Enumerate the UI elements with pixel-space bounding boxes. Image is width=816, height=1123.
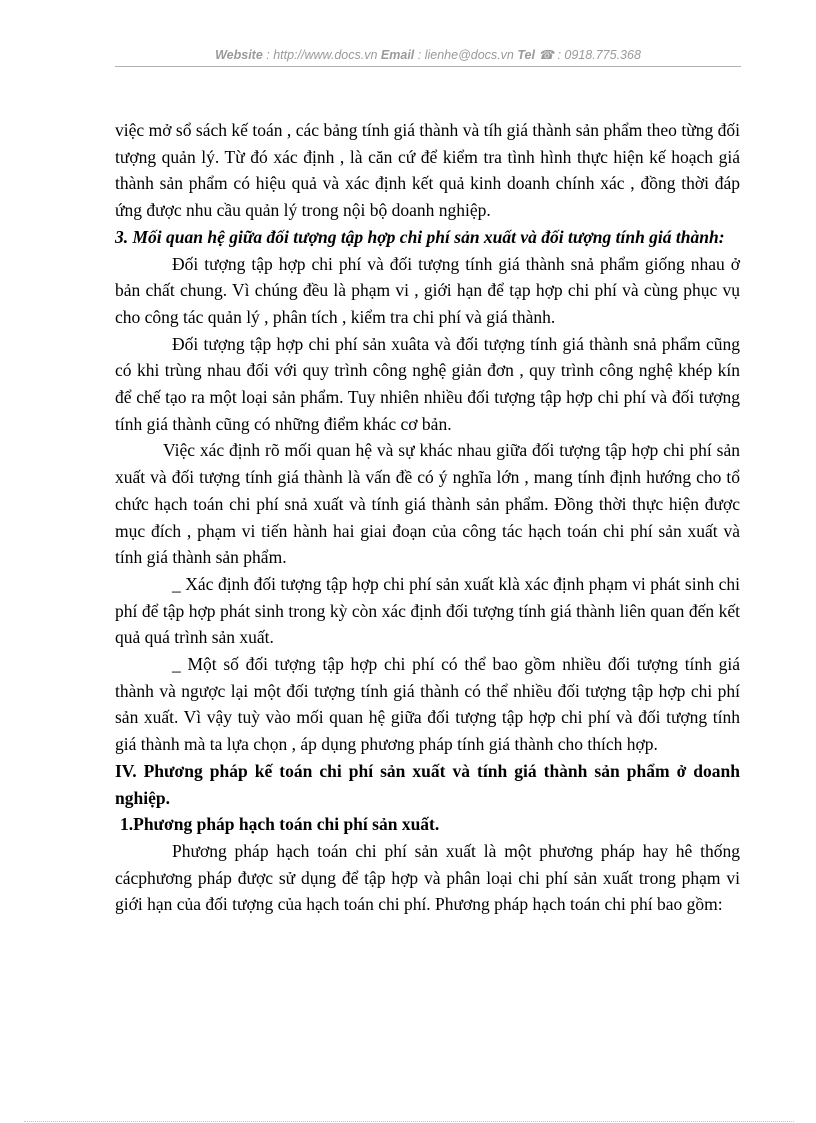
- tel-label: Tel: [517, 48, 535, 62]
- email-value: : lienhe@docs.vn: [417, 48, 514, 62]
- paragraph-6: _ Một số đối tượng tập hợp chi phí có thể bao gồm nhiều đối tượng tính giá thành và ngược lại một đối tượng tính giá thành có thể nhiều đối tượng tập hợp chi phí sản xuất. Vì vậy tuỳ vào mối quan hệ giữa đối tượng tập hợp chi phí và đối tượng tính giá thành mà ta lựa chọn , áp dụng phương pháp tính giá thành cho thích hợp.: [115, 654, 740, 755]
- section-3-heading: 3. Mối quan hệ giữa đối tượng tập hợp chi phí sản xuất và đối tượng tính giá thành:: [115, 226, 725, 247]
- section-iv-heading: IV. Phương pháp kế toán chi phí sản xuất và tính giá thành sản phẩm ở doanh nghiệp.: [115, 760, 740, 808]
- email-label: Email: [380, 48, 415, 62]
- website-value: : http://www.docs.vn: [266, 48, 378, 62]
- tel-value: : 0918.775.368: [557, 48, 641, 62]
- footer-divider: [24, 1121, 794, 1122]
- website-label: Website: [215, 48, 263, 62]
- paragraph-5: _ Xác định đối tượng tập hợp chi phí sản xuất klà xác định phạm vi phát sinh chi phí để tập hợp phát sinh trong kỳ còn xác định đối tượng tính giá thành liên quan đến kết quả quá trình sản xuất.: [115, 573, 740, 648]
- phone-icon: ☎: [538, 48, 554, 62]
- subsection-1-heading: 1.Phương pháp hạch toán chi phí sản xuất.: [120, 814, 440, 835]
- header-divider: [115, 66, 741, 67]
- paragraph-3: Đối tượng tập hợp chi phí sản xuâta và đối tượng tính giá thành snả phẩm cũng có khi trùng nhau đối với quy trình công nghệ giản đơn , quy trình công nghệ khép kín để chế tạo ra một loại sản phẩm. Tuy nhiên nhiều đối tượng tập hợp chi phí và đối tượng tính giá thành cũng có những điểm khác cơ bản.: [115, 333, 740, 434]
- paragraph-7: Phương pháp hạch toán chi phí sản xuất là một phương pháp hay hê thống cácphương pháp được sử dụng để tập hợp và phân loại chi phí sản xuất trong phạm vi giới hạn của đối tượng của hạch toán chi phí. Phương pháp hạch toán chi phí bao gồm:: [115, 840, 740, 915]
- paragraph-2: Đối tượng tập hợp chi phí và đối tượng tính giá thành snả phẩm giống nhau ở bản chất chung. Vì chúng đều là phạm vi , giới hạn để tạp hợp chi phí và cùng phục vụ cho công tác quản lý , phân tích , kiểm tra chi phí và giá thành.: [115, 253, 740, 327]
- paragraph-4: Việc xác định rõ mối quan hệ và sự khác nhau giữa đối tượng tập hợp chi phí sản xuất và đối tượng tính giá thành là vấn đề có ý nghĩa lớn , mang tính định hướng cho tổ chức hạch toán chi phí snả xuất và tính giá thành sản phẩm. Đồng thời thực hiện được mục đích , phạm vi tiến hành hai giai đoạn của công tác hạch toán chi phí sản xuất và tính giá thành sản phẩm.: [115, 440, 740, 568]
- page-header: [115, 47, 741, 62]
- paragraph-1: việc mở sổ sách kế toán , các bảng tính giá thành và tíh giá thành sản phẩm theo từng đối tượng quản lý. Từ đó xác định , là căn cứ để kiểm tra tình hình thực hiện kế hoạch giá thành sản phẩm có hiệu quả và xác định kết quả kinh doanh chính xác , đồng thời đáp ứng được nhu cầu quản lý trong nội bộ doanh nghiệp.: [115, 120, 740, 221]
- document-body: [115, 117, 740, 918]
